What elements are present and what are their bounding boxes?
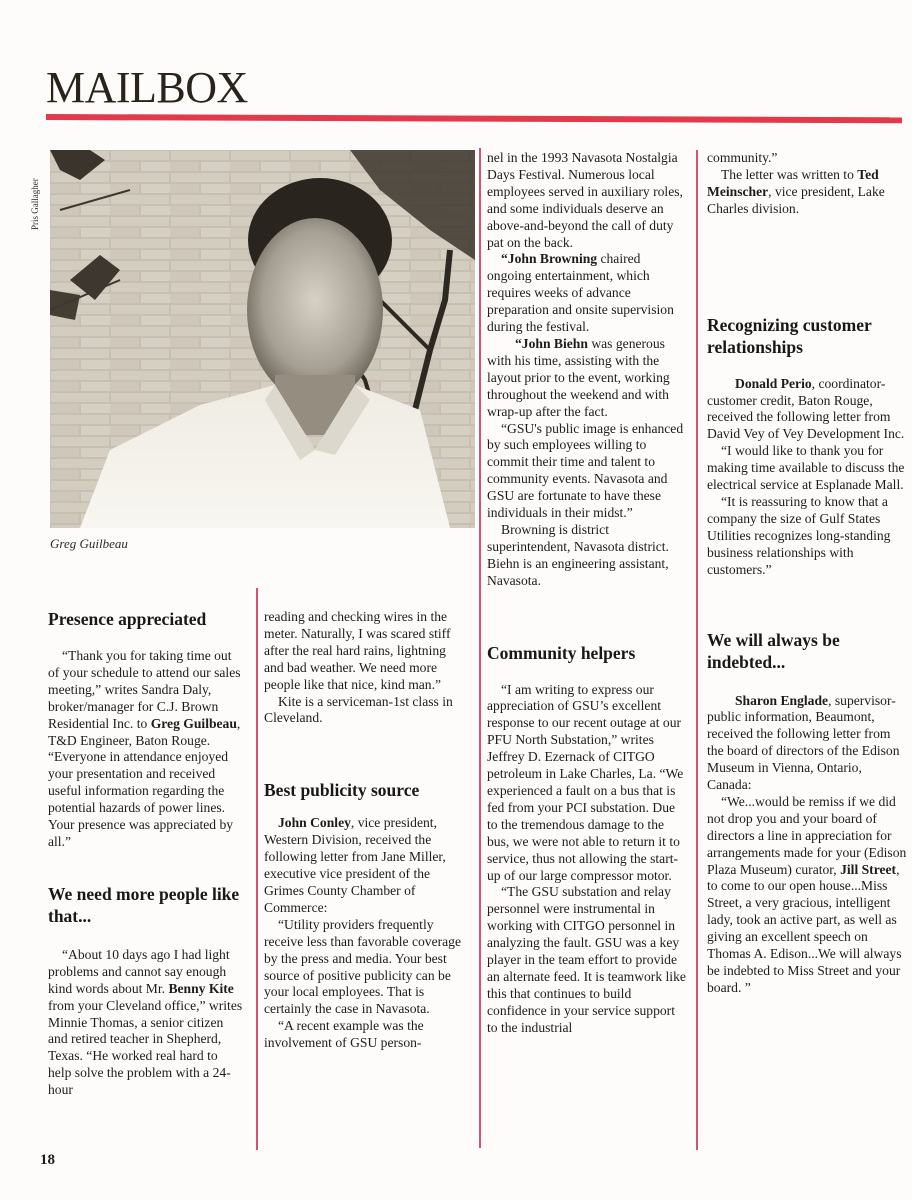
article-paragraph: “GSU's public image is enhanced by such employees willing to commit their time and talent to community events. Navasota and GSU are fortunate to have these individuals in their midst.” <box>487 420 684 521</box>
article-paragraph: “A recent example was the involvement of GSU person- <box>264 1018 424 1051</box>
article-paragraph: “It is reassuring to know that a company the size of Gulf States Utilities recognizes long-standing business relationships with customers.” <box>707 493 891 577</box>
article-paragraph: nel in the 1993 Navasota Nostalgia Days Festival. Numerous local employees served in auxiliary roles, and some individuals deserve an above-and-beyond the call of duty pat on the back. <box>487 150 683 250</box>
header-rule <box>46 114 902 123</box>
article-heading: Presence appreciated <box>48 609 207 629</box>
article-paragraph: reading and checking wires in the meter. Naturally, I was scared stiff after the real hard rains, lightning and bad weather. We need more people like that nice, kind man.” <box>264 609 451 692</box>
article-paragraph: “I am writing to express our appreciation of GSU’s excellent response to our recent outage at our PFU North Substation,” writes Jeffrey D. Ezernack of CITGO petroleum in Lake Charles, La. “We experienced a fault on a bus that is fed from your PCI substation. Due to the tremendous damage to the bus, we were not able to return it to service, thus not allowing the start-up of our large compressor motor. <box>487 681 684 883</box>
column-rule <box>696 150 698 1150</box>
article-heading: Best publicity source <box>264 780 420 801</box>
article-paragraph: Donald Perio, coordinator-customer credit, Baton Rouge, received the following letter from David Vey of Vey Development Inc. <box>707 375 905 442</box>
column-3 <box>487 150 687 1037</box>
article-paragraph: “The GSU substation and relay personnel were instrumental in working with CITGO personnel in analyzing the fault. GSU was a key player in the team effort to provide an alternate feed. It is teamwork like this that continues to build confidence in your service support to the industrial <box>487 884 686 1035</box>
article-paragraph: Kite is a serviceman-1st class in Cleveland. <box>264 693 453 726</box>
article-paragraph: “I would like to thank you for making time available to discuss the electrical service at Esplanade Mall. <box>707 443 905 493</box>
column-rule <box>256 588 258 1150</box>
article-heading: Community helpers <box>487 642 636 663</box>
page-number: 18 <box>40 1152 55 1168</box>
column-1 <box>48 608 244 1099</box>
article-paragraph: “About 10 days ago I had light problems and cannot say enough kind words about Mr. Benny Kite from your Cleveland office,” writes Minnie Thomas, a senior citizen and retired teacher in Shepherd, Texas. “He worked real hard to help solve the problem with a 24-hour <box>48 946 243 1098</box>
article-paragraph: “John Biehn was generous with his time, assisting with the layout prior to the event, working throughout the weekend and with wrap-up after the fact. <box>487 335 670 419</box>
article-paragraph: Browning is district superintendent, Navasota district. Biehn is an engineering assistant, Navasota. <box>487 521 669 588</box>
article-paragraph: The letter was written to Ted Meinscher, vice president, Lake Charles division. <box>707 166 885 216</box>
article-paragraph: “Thank you for taking time out of your schedule to attend our sales meeting,” writes Sandra Daly, broker/manager for C.J. Brown Residential Inc. to Greg Guilbeau, T&D Engineer, Baton Rouge. “Everyone in attendance enjoyed your presentation and received useful information regarding the potential hazards of power lines. Your presence was appreciated by all.” <box>48 648 241 849</box>
article-heading: We need more people like that... <box>48 883 240 926</box>
column-rule <box>479 148 481 1148</box>
article-paragraph: community.” <box>707 150 778 165</box>
article-heading: We will always be indebted... <box>707 629 840 672</box>
column-2 <box>264 609 466 1052</box>
article-paragraph: “John Browning chaired ongoing entertainment, which requires weeks of advance preparation and onsite supervision during the festival. <box>487 251 674 335</box>
section-title: MAILBOX <box>46 63 248 112</box>
article-paragraph: Sharon Englade, supervisor-public information, Beaumont, received the following letter from the board of directors of the Edison Museum in Vienna, Ontario, Canada: <box>707 692 900 793</box>
photo-credit: Pris Gallagher <box>30 178 40 230</box>
article-paragraph: “Utility providers frequently receive less than favorable coverage by the press and media. Your best source of positive publicity can be your local employees. That is certainly the case in Navasota. <box>264 916 461 1017</box>
photo-caption: Greg Guilbeau <box>50 536 128 551</box>
article-heading: Recognizing customer relationships <box>707 314 872 357</box>
portrait-illustration <box>50 150 475 528</box>
article-paragraph: John Conley, vice president, Western Division, received the following letter from Jane Miller, executive vice president of the Grimes County Chamber of Commerce: <box>264 815 446 915</box>
article-paragraph: “We...would be remiss if we did not drop you and your board of directors a line in appreciation for arrangements made for your (Edison Plaza Museum) curator, Jill Street, to come to our open house...Miss Street, a very gracious, intelligent lady, took an active part, as well as giving an excellent speech on Thomas A. Edison...We will always be indebted to Miss Street and your board. ” <box>707 793 907 995</box>
column-4 <box>707 150 907 997</box>
portrait-photo <box>50 150 475 528</box>
